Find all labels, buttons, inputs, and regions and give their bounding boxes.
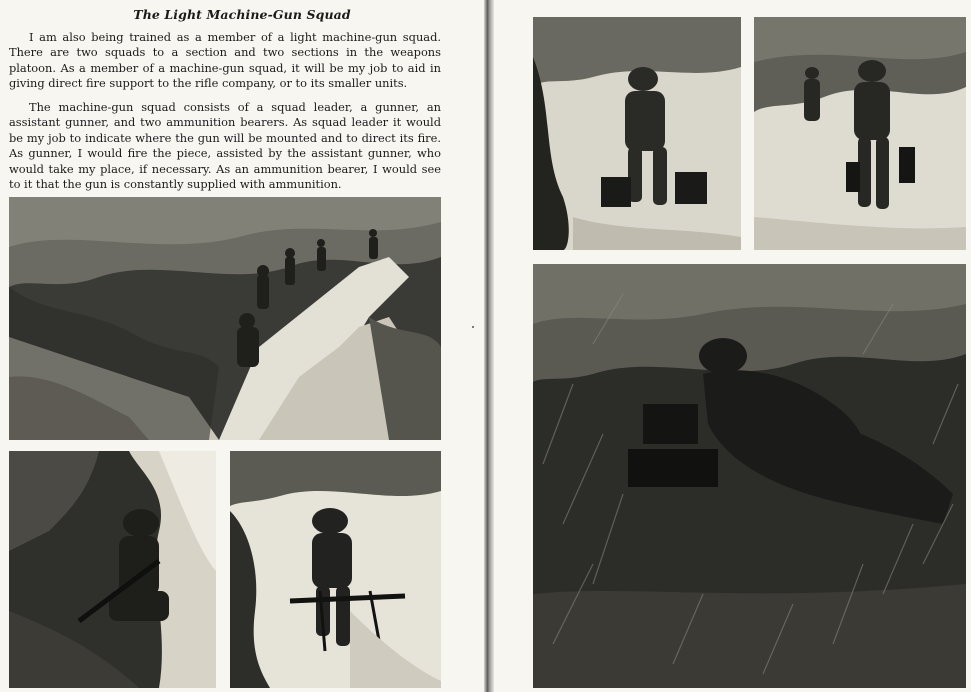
soldiers-carrying-boxes-photo [754,17,966,250]
gunner-prone-in-grass-photo [533,264,966,688]
page-speck [472,326,474,328]
squad-walking-trail-photo [9,197,441,440]
kneeling-soldier-photo [9,451,216,688]
paragraph-1: I am also being trained as a member of a light machine-gun squad. There are two squads to a section and two sections in the weapons platoon. As a member of a machine-gun squad, it will be my job to aid in giving direct fire support to the rifle company, or to its smaller units. [9,30,441,91]
right-page [494,0,971,692]
book-gutter [484,0,494,692]
soldier-carrying-gun-photo [230,451,441,688]
left-page [0,0,484,692]
paragraph-2: The machine-gun squad consists of a squad leader, a gunner, an assistant gunner, and two ammunition bearers. As squad leader it would be my job to indicate where the gun will be mounted and to direct its fire. As gunner, I would fire the piece, assisted by the assistant gunner, who would take my place, if necessary. As an ammunition bearer, I would see to it that the gun is constantly supplied with ammunition. [9,100,441,192]
section-title: The Light Machine-Gun Squad [133,7,351,22]
soldier-with-ammo-boxes-photo [533,17,741,250]
